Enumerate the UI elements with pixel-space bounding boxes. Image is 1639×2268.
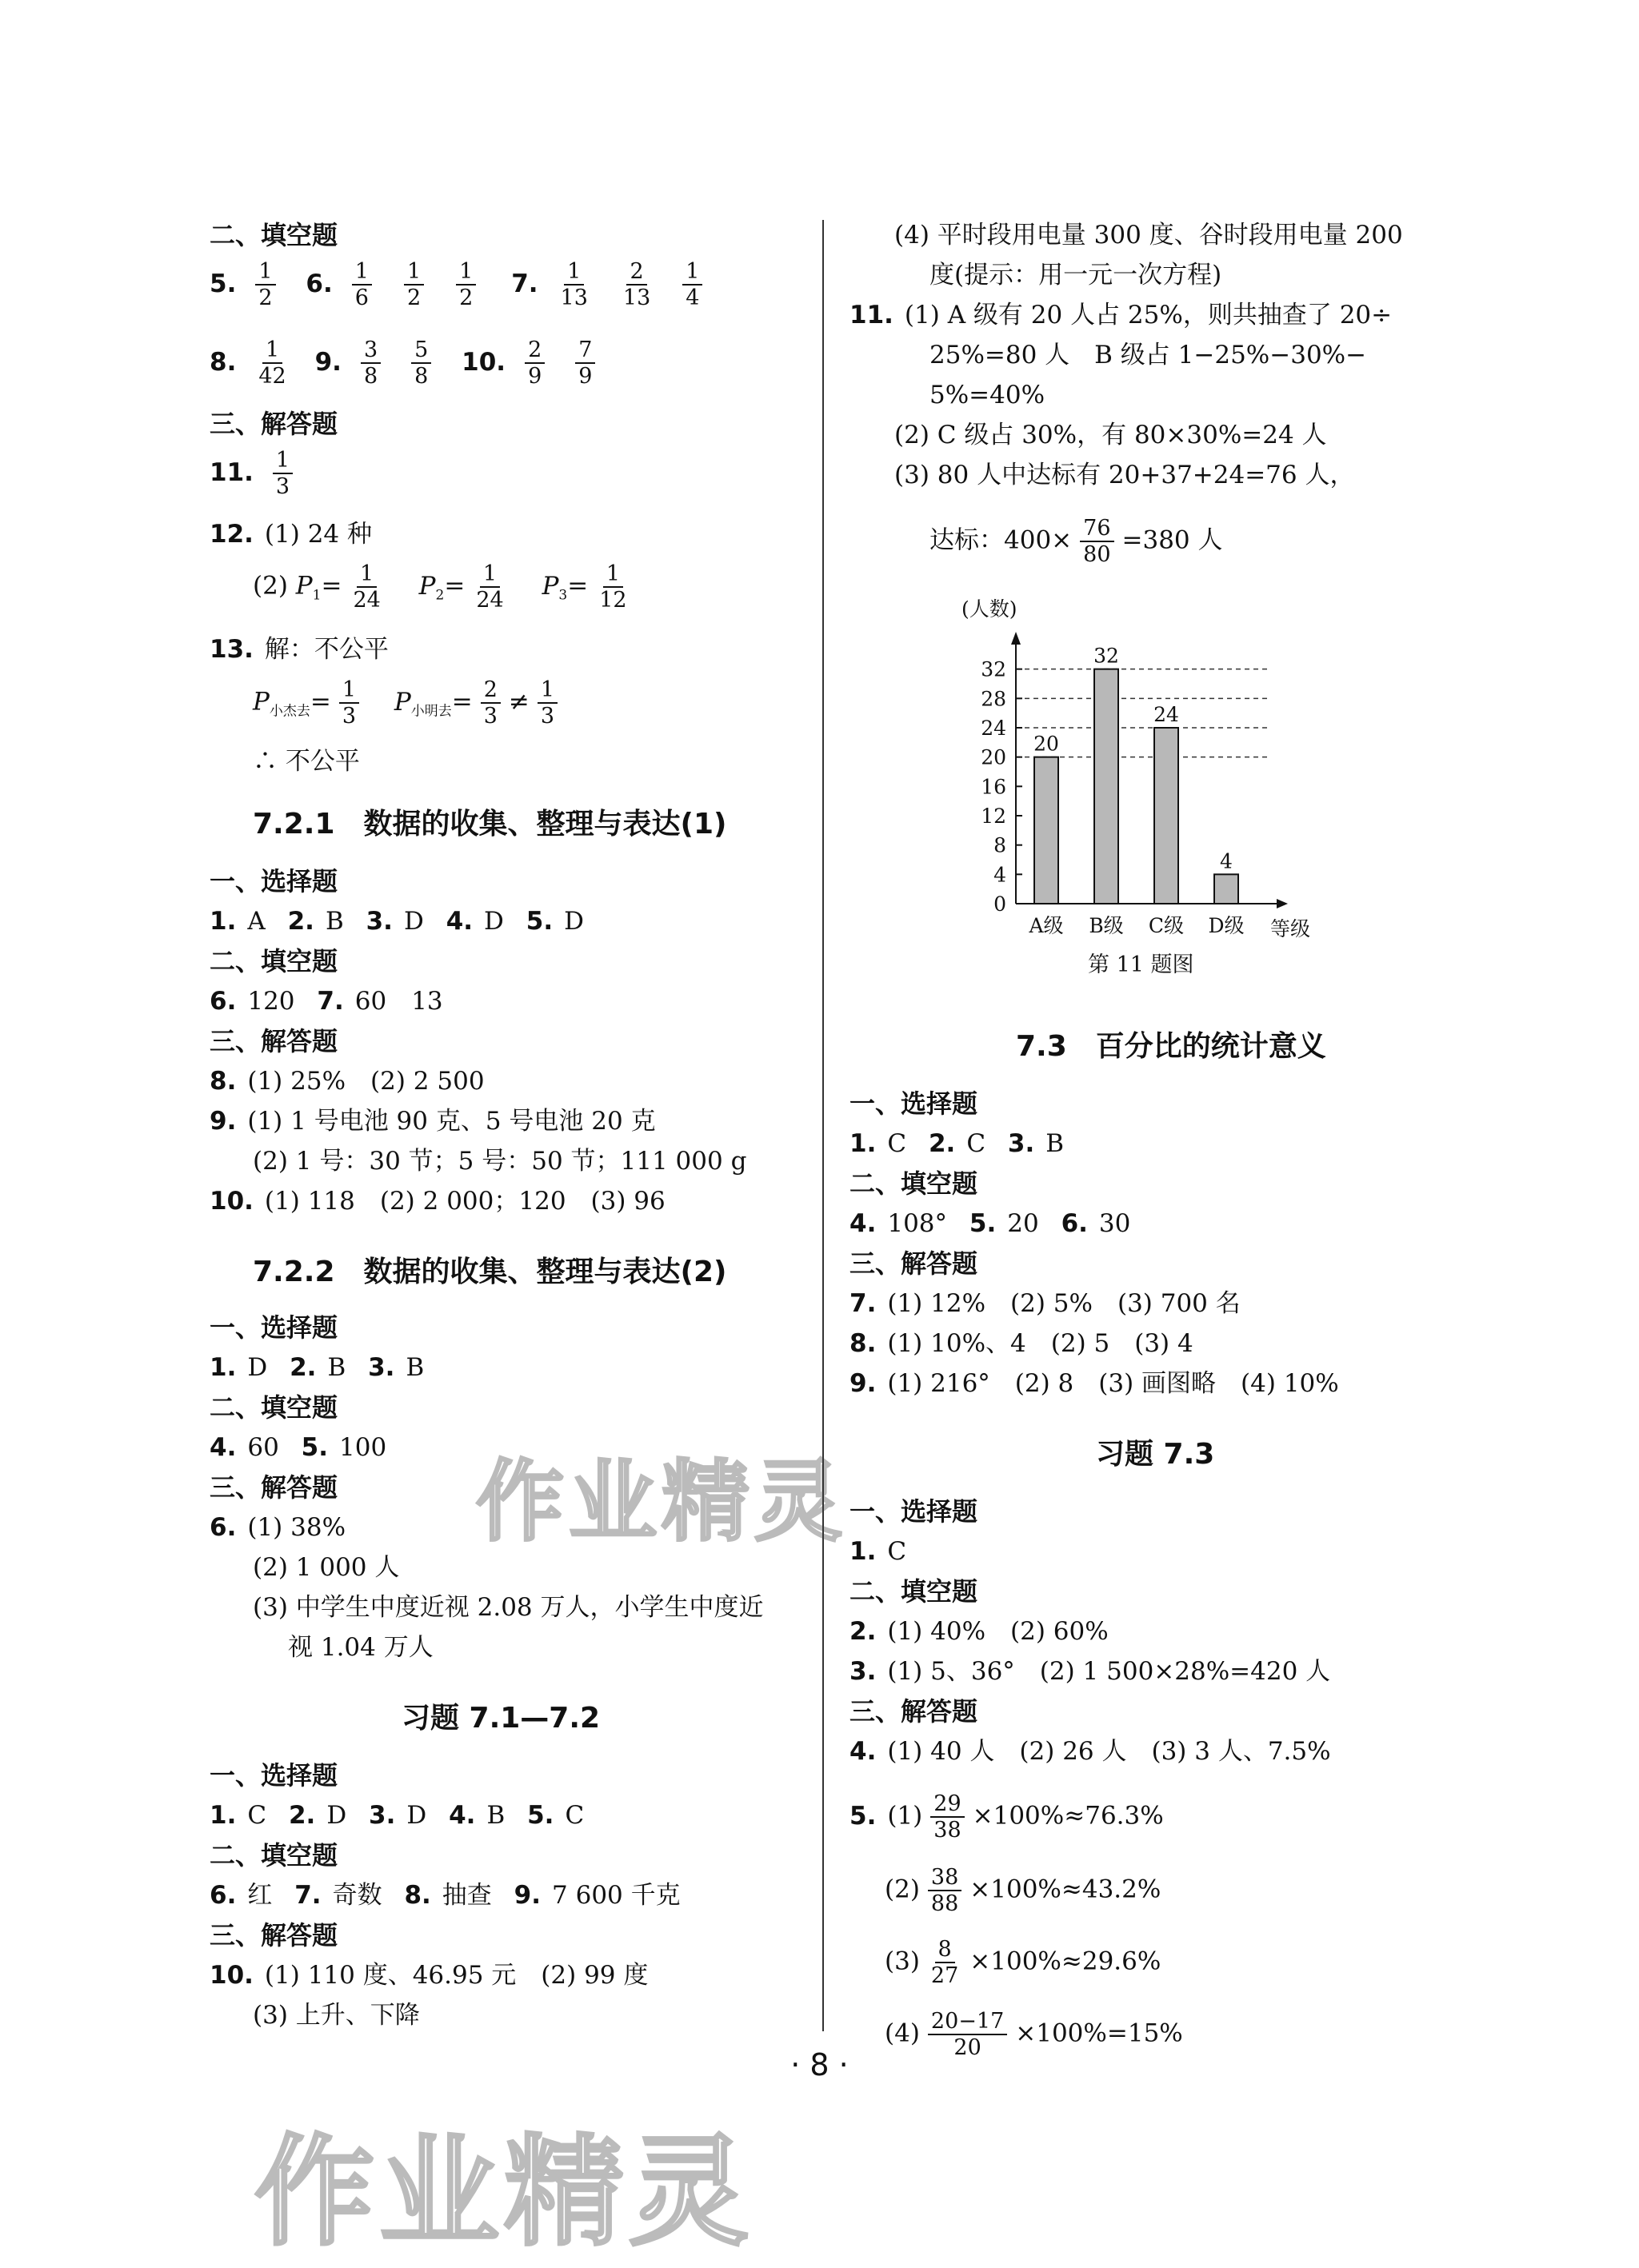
section-header: 一、选择题	[849, 1088, 978, 1119]
chart-y-tick-label: 24	[981, 717, 1006, 740]
answer-line: 8. (1) 25% (2) 2 500	[210, 1067, 485, 1096]
chart-bar	[1094, 669, 1118, 904]
fraction: $\frac{1}{3}$	[273, 448, 293, 499]
section-header: 三、解答题	[210, 409, 338, 439]
fraction: $\frac{1}{6}$	[352, 259, 372, 310]
answer-line: 达标：400× $\frac{76}{80}$ =380 人	[929, 516, 1223, 567]
fraction: $\frac{2}{3}$	[481, 677, 501, 729]
chart-bar	[1214, 874, 1238, 904]
chart-y-tick-label: 28	[981, 687, 1006, 711]
answer-line: (2) $\frac{38}{88}$ ×100%≈43.2%	[885, 1865, 1161, 1916]
fraction: $\frac{2}{9}$	[525, 337, 545, 389]
answer-line: 8. $\frac{1}{42}$ 9. $\frac{3}{8}$ $\frac{5}{8}$ 10. $\frac{2}{9}$ $\frac{7}{9}$	[210, 337, 603, 389]
watermark-logo: 作业精灵	[254, 2123, 754, 2262]
chart-y-tick-label: 4	[993, 863, 1006, 887]
answer-line: 4. 108° 5. 20 6. 30	[849, 1209, 1131, 1238]
chart-y-tick-label: 32	[981, 657, 1006, 681]
section-title: 习题 7.3	[1096, 1438, 1215, 1471]
section-header: 三、解答题	[210, 1920, 338, 1951]
answer-line: (4) $\frac{20-17}{20}$ ×100%=15%	[885, 2009, 1183, 2060]
fraction: $\frac{1}{24}$	[476, 561, 504, 613]
column-divider	[822, 220, 824, 2031]
answer-line: (3) 中学生中度近视 2.08 万人，小学生中度近	[253, 1593, 764, 1622]
fraction: $\frac{1}{3}$	[339, 677, 359, 729]
fraction: $\frac{3}{8}$	[361, 337, 381, 389]
answer-line: 11. $\frac{1}{3}$	[210, 448, 301, 499]
section-title: 习题 7.1—7.2	[402, 1702, 601, 1735]
chart-data-label: 4	[1220, 849, 1233, 873]
answer-line: 1. C	[849, 1537, 907, 1566]
chart-category-label: A级	[1029, 914, 1064, 937]
chart-caption: 第 11 题图	[1088, 952, 1194, 977]
fraction: $\frac{1}{4}$	[682, 259, 702, 310]
section-header: 一、选择题	[210, 1760, 338, 1791]
fraction: $\frac{7}{9}$	[575, 337, 595, 389]
answer-line: 7. (1) 12% (2) 5% (3) 700 名	[849, 1289, 1241, 1318]
watermark-logo: 作业精灵	[476, 1451, 847, 1553]
fraction: $\frac{1}{2}$	[456, 259, 476, 310]
fraction: $\frac{1}{2}$	[255, 259, 275, 310]
answer-line: (3) $\frac{8}{27}$ ×100%≈29.6%	[885, 1937, 1161, 1988]
chart-category-label: B级	[1089, 914, 1124, 937]
section-header: 三、解答题	[849, 1248, 978, 1279]
chart-category-label: C级	[1148, 914, 1185, 937]
answer-line: (2) C 级占 30%，有 80×30%=24 人	[894, 421, 1327, 449]
chart-y-tick-label: 12	[981, 805, 1006, 828]
chart-x-arrow-icon	[1277, 899, 1288, 908]
section-header: 二、填空题	[849, 1168, 978, 1199]
answer-line: 11. (1) A 级有 20 人占 25%，则共抽查了 20÷	[849, 301, 1393, 329]
answer-line: 6. 120 7. 60 13	[210, 987, 443, 1016]
section-header: 一、选择题	[210, 1312, 338, 1343]
fraction: $\frac{1}{13}$	[560, 259, 588, 310]
fraction: $\frac{1}{3}$	[538, 677, 558, 729]
section-header: 二、填空题	[210, 1392, 338, 1423]
answer-line: (3) 上升、下降	[253, 2001, 420, 2030]
answer-line: 12. (1) 24 种	[210, 520, 372, 549]
fraction: $\frac{1}{24}$	[353, 561, 381, 613]
answer-line: 4. 60 5. 100	[210, 1433, 387, 1462]
answer-line: (2) 1 号：30 节；5 号：50 节；111 000 g	[253, 1147, 747, 1176]
answer-line: 9. (1) 1 号电池 90 克、5 号电池 20 克	[210, 1107, 656, 1136]
answer-line: 25%=80 人 B 级占 1−25%−30%−	[929, 341, 1367, 369]
answer-line: (2) $P_1=$ $\frac{1}{24}$ $P_2=$ $\frac{1}{24}$ $P_3=$ $\frac{1}{12}$	[253, 561, 638, 613]
fraction: $\frac{38}{88}$	[928, 1865, 961, 1916]
answer-line: (2) 1 000 人	[253, 1553, 400, 1582]
answer-line: (3) 80 人中达标有 20+37+24=76 人，	[894, 461, 1355, 489]
chart-y-tick-label: 16	[981, 775, 1006, 799]
section-header: 三、解答题	[849, 1696, 978, 1727]
section-title: 7.3 百分比的统计意义	[1016, 1030, 1326, 1063]
fraction: $\frac{2}{13}$	[622, 259, 651, 310]
answer-line: 度(提示：用一元一次方程)	[929, 261, 1222, 289]
chart-y-axis-label: (人数)	[961, 597, 1017, 621]
fraction: $\frac{76}{80}$	[1080, 516, 1113, 567]
answer-line: 1. C 2. D 3. D 4. B 5. C	[210, 1801, 585, 1830]
answer-line: 4. (1) 40 人 (2) 26 人 (3) 3 人、7.5%	[849, 1737, 1331, 1766]
section-title: 7.2.1 数据的收集、整理与表达(1)	[253, 808, 727, 841]
answer-line: ∴ 不公平	[253, 747, 360, 776]
section-header: 二、填空题	[849, 1576, 978, 1607]
section-header: 三、解答题	[210, 1472, 338, 1503]
answer-line: 1. D 2. B 3. B	[210, 1353, 425, 1382]
fraction: $\frac{8}{27}$	[930, 1937, 959, 1988]
section-header: 二、填空题	[210, 220, 338, 250]
section-header: 二、填空题	[210, 946, 338, 976]
chart-y-tick-label: 8	[993, 833, 1006, 857]
answer-line: 6. (1) 38%	[210, 1513, 346, 1542]
answer-line: 1. A 2. B 3. D 4. D 5. D	[210, 907, 584, 936]
chart-data-label: 24	[1153, 703, 1179, 726]
answer-line: 8. (1) 10%、4 (2) 5 (3) 4	[849, 1329, 1193, 1358]
fraction: $\frac{20-17}{20}$	[928, 2009, 1007, 2060]
chart-y-tick-label: 0	[993, 892, 1006, 916]
answer-line: 2. (1) 40% (2) 60%	[849, 1617, 1109, 1646]
chart-category-labels	[1028, 914, 1244, 937]
fraction: $\frac{5}{8}$	[411, 337, 431, 389]
page-number: · 8 ·	[790, 2047, 849, 2082]
chart-bars	[1033, 645, 1238, 904]
answer-line: 3. (1) 5、36° (2) 1 500×28%=420 人	[849, 1657, 1331, 1686]
chart-data-label: 32	[1093, 644, 1119, 668]
chart-x-axis-label: 等级	[1270, 917, 1311, 940]
section-header: 一、选择题	[849, 1496, 978, 1527]
answer-line: 9. (1) 216° (2) 8 (3) 画图略 (4) 10%	[849, 1369, 1339, 1398]
section-title: 7.2.2 数据的收集、整理与表达(2)	[253, 1256, 727, 1288]
chart-bar	[1154, 728, 1178, 904]
chart-category-label: D级	[1208, 914, 1245, 937]
fraction: $\frac{29}{38}$	[930, 1791, 964, 1843]
section-header: 二、填空题	[210, 1840, 338, 1871]
answer-line: 视 1.04 万人	[288, 1633, 434, 1662]
answer-line: (4) 平时段用电量 300 度、谷时段用电量 200	[894, 221, 1403, 250]
fraction: $\frac{1}{2}$	[404, 259, 424, 310]
answer-line: 10. (1) 110 度、46.95 元 (2) 99 度	[210, 1961, 649, 1990]
bar-chart-q11	[944, 592, 1360, 984]
answer-line: 6. 红 7. 奇数 8. 抽查 9. 7 600 千克	[210, 1881, 681, 1910]
answer-line: 10. (1) 118 (2) 2 000；120 (3) 96	[210, 1187, 666, 1216]
fraction: $\frac{1}{42}$	[258, 337, 286, 389]
chart-bar	[1034, 757, 1058, 904]
section-header: 三、解答题	[210, 1026, 338, 1056]
fraction: $\frac{1}{12}$	[599, 561, 627, 613]
chart-y-arrow-icon	[1011, 632, 1021, 645]
chart-y-tick-label: 20	[981, 745, 1006, 769]
section-header: 一、选择题	[210, 866, 338, 896]
answer-line: 13. 解：不公平	[210, 635, 389, 664]
answer-line: $P_{小杰去}=$ $\frac{1}{3}$ $P_{小明去}=$ $\frac{2}{3}$ ≠ $\frac{1}{3}$	[253, 677, 566, 729]
answer-line: 5%=40%	[929, 381, 1045, 409]
answer-line: 1. C 2. C 3. B	[849, 1129, 1065, 1158]
answer-line: 5. (1) $\frac{29}{38}$ ×100%≈76.3%	[849, 1791, 1164, 1843]
answer-line: 5. $\frac{1}{2}$ 6. $\frac{1}{6}$ $\frac{1}{2}$ $\frac{1}{2}$ 7. $\frac{1}{13}$ $\frac{2}{13}$ $\frac{1}{4}$	[210, 259, 710, 310]
chart-data-label: 20	[1033, 732, 1059, 756]
